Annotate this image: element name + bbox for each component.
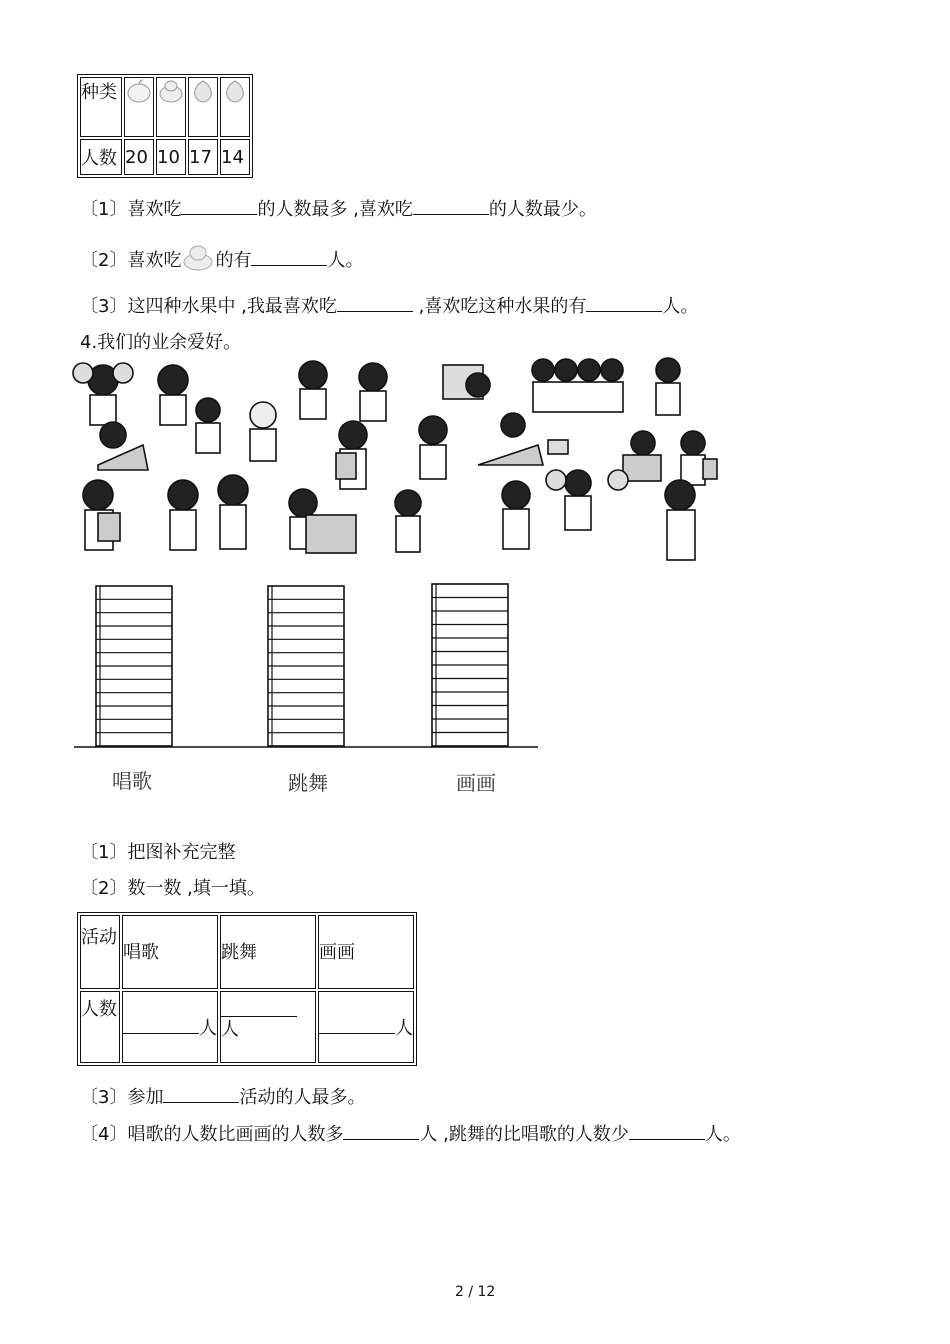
answer-blank[interactable] <box>181 196 257 215</box>
fruit-table-row-label: 种类 <box>80 77 122 137</box>
activity-count-cell: 人 <box>220 991 316 1063</box>
activity-row-label: 人数 <box>80 991 120 1063</box>
section-4-question-4: 〔4〕唱歌的人数比画画的人数多 人 ,跳舞的比唱歌的人数少 人。 <box>80 1121 741 1147</box>
section-4-question-3: 〔3〕参加 活动的人最多。 <box>80 1084 365 1110</box>
question-2: 〔2〕喜欢吃 的有 人。 <box>80 244 363 273</box>
activity-head-label: 活动 <box>80 915 120 989</box>
pear-icon <box>181 244 215 272</box>
activity-name: 唱歌 <box>122 915 218 989</box>
bar-label-dancing: 跳舞 <box>288 771 328 795</box>
bar-label-drawing: 画画 <box>456 771 496 795</box>
activity-table <box>77 912 417 1066</box>
answer-blank[interactable] <box>343 1121 419 1140</box>
fruit-count: 17 <box>188 139 218 175</box>
answer-blank[interactable] <box>629 1121 705 1140</box>
question-3: 〔3〕这四种水果中 ,我最喜欢吃 ,喜欢吃这种水果的有 人。 <box>80 293 698 319</box>
activity-count-cell: 人 <box>318 991 414 1063</box>
answer-blank[interactable] <box>586 293 662 312</box>
pear-icon <box>156 77 186 137</box>
peach-icon <box>220 77 250 137</box>
answer-blank[interactable] <box>319 1015 395 1034</box>
page-number: 2 / 12 <box>455 1284 496 1300</box>
fruit-table-row-label: 人数 <box>80 139 122 175</box>
answer-blank[interactable] <box>123 1015 199 1034</box>
activity-name: 跳舞 <box>220 915 316 989</box>
answer-blank[interactable] <box>337 293 413 312</box>
activity-name: 画画 <box>318 915 414 989</box>
apple-icon <box>124 77 154 137</box>
question-1: 〔1〕喜欢吃 的人数最多 ,喜欢吃 的人数最少。 <box>80 196 597 222</box>
section-4-question-2: 〔2〕数一数 ,填一填。 <box>80 878 265 899</box>
answer-blank[interactable] <box>163 1084 239 1103</box>
fruit-count: 10 <box>156 139 186 175</box>
hobby-illustration <box>68 355 728 570</box>
fruit-count: 20 <box>124 139 154 175</box>
section-4-question-1: 〔1〕把图补充完整 <box>80 842 236 863</box>
bar-label-singing: 唱歌 <box>112 769 152 793</box>
answer-blank[interactable] <box>221 998 297 1017</box>
section-4-title: 4.我们的业余爱好。 <box>80 332 242 353</box>
fruit-count: 14 <box>220 139 250 175</box>
fruit-table <box>77 74 253 178</box>
answer-blank[interactable] <box>413 196 489 215</box>
peach-icon <box>188 77 218 137</box>
answer-blank[interactable] <box>251 247 327 266</box>
activity-count-cell: 人 <box>122 991 218 1063</box>
hobby-bar-grid <box>72 580 542 755</box>
